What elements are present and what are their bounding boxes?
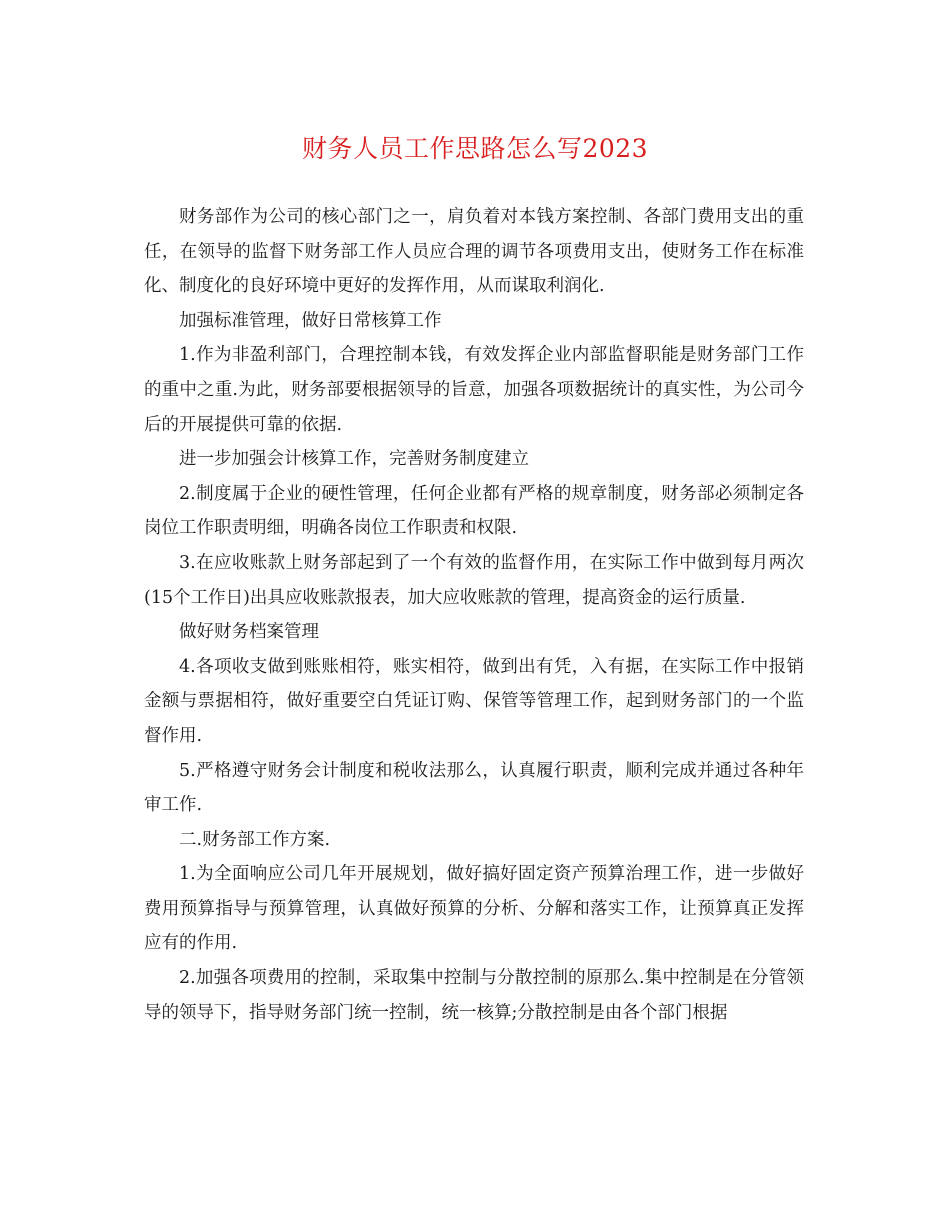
paragraph-item-3: 3.在应收账款上财务部起到了一个有效的监督作用，在实际工作中做到每月两次(15个工作日)出具应收账款报表，加大应收账款的管理，提高资金的运行质量. <box>144 552 804 608</box>
paragraph-plan-2: 2.加强各项费用的控制，采取集中控制与分散控制的原那么.集中控制是在分管领导的领导下，指导财务部门统一控制，统一核算;分散控制是由各个部门根据 <box>144 968 804 1023</box>
paragraph-item-1: 1.作为非盈利部门，合理控制本钱，有效发挥企业内部监督职能是财务部门工作的重中之重.为此，财务部要根据领导的旨意，加强各项数据统计的真实性，为公司今后的开展提供可靠的依据. <box>144 345 804 435</box>
section-heading-standard-management: 加强标准管理，做好日常核算工作 <box>179 310 442 331</box>
paragraph-item-4: 4.各项收支做到账账相符，账实相符，做到出有凭，入有据，在实际工作中报销金额与票据相符，做好重要空白凭证订购、保管等管理工作，起到财务部门的一个监督作用. <box>144 656 804 746</box>
document-body <box>144 200 804 1030</box>
paragraph-plan-1: 1.为全面响应公司几年开展规划，做好搞好固定资产预算治理工作，进一步做好费用预算指导与预算管理，认真做好预算的分析、分解和落实工作，让预算真正发挥应有的作用. <box>144 864 804 954</box>
section-heading-archive: 做好财务档案管理 <box>179 622 319 643</box>
paragraph-item-2: 2.制度属于企业的硬性管理，任何企业都有严格的规章制度，财务部必须制定各岗位工作职责明细，明确各岗位工作职责和权限. <box>144 483 804 539</box>
paragraph-item-5: 5.严格遵守财务会计制度和税收法那么，认真履行职责，顺利完成并通过各种年审工作. <box>144 760 804 816</box>
paragraph-intro: 财务部作为公司的核心部门之一，肩负着对本钱方案控制、各部门费用支出的重任，在领导的监督下财务部工作人员应合理的调节各项费用支出，使财务工作在标准化、制度化的良好环境中更好的发挥作用，从而谋取利润化. <box>144 207 804 297</box>
section-heading-accounting: 进一步加强会计核算工作，完善财务制度建立 <box>179 449 529 470</box>
document-title: 财务人员工作思路怎么写2023 <box>301 134 649 163</box>
section-heading-work-plan: 二.财务部工作方案. <box>179 829 331 850</box>
